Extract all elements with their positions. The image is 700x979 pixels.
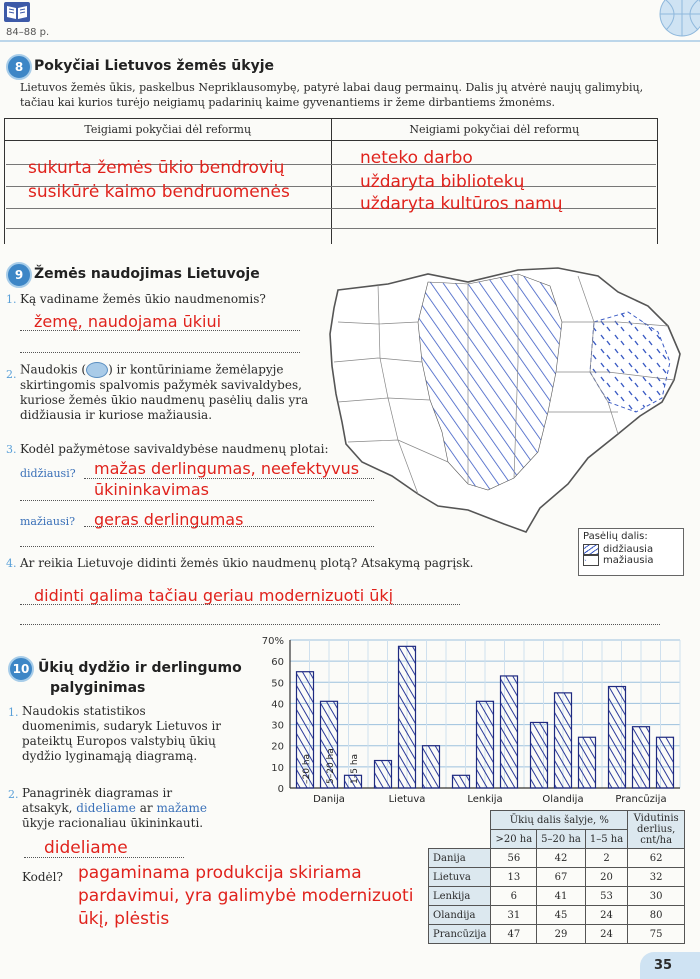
s9-q4: Ar reikia Lietuvoje didinti žemės ūkio naudmenų plotą? Atsakymą pagrįsk.: [20, 556, 474, 570]
s9-q2-number: 2.: [6, 368, 17, 381]
chart-bar-prancūzija-2: [657, 737, 674, 788]
section-8-title: Pokyčiai Lietuvos žemės ūkyje: [34, 58, 274, 74]
table-row: [429, 887, 685, 906]
table-cell: 47: [491, 925, 537, 944]
book-icon: [4, 2, 30, 22]
s9-q3: Kodėl pažymėtose savivaldybėse naudmenų plotai:: [20, 442, 329, 456]
table-country: Lenkija: [429, 887, 491, 906]
chart-bar-lietuva-1: [399, 646, 416, 788]
chart-bar-olandija-1: [555, 693, 572, 788]
s10-q2-part1: Panagrinėk diagramas ir atsakyk,: [22, 786, 173, 815]
table-country: Prancūzija: [429, 925, 491, 944]
section-8-intro: Lietuvos žemės ūkis, paskelbus Nepriklausomybę, patyrė labai daug permainų. Dalis jų atvėrė naujų galimybių, tačiau kai kurios turėjo neigiamų padarinių kaime gyvenantiems ir žeme dirbantiems žmonėms.: [20, 81, 644, 109]
farm-data-table: [428, 810, 685, 944]
section-8-badge: 8: [6, 54, 32, 80]
s10-q2-part2: ūkyje racionaliau ūkininkauti.: [22, 816, 204, 830]
atlas-globe-icon: [86, 362, 108, 378]
y-tick-label: 60: [271, 657, 284, 669]
table-cell: 53: [585, 887, 627, 906]
table-sub-head: 5–20 ha: [537, 830, 586, 849]
positive-answer-2: susikūrė kaimo bendruomenės: [28, 182, 290, 202]
s9-answer-3-smallest: geras derlingumas: [94, 510, 244, 529]
answer-line: [20, 330, 300, 331]
table-cell: 62: [628, 849, 685, 868]
chart-bar-lenkija-2: [501, 676, 518, 788]
answer-line: [20, 604, 460, 605]
s10-why: Kodėl?: [22, 870, 63, 884]
s9-q2: [20, 362, 310, 423]
y-tick-label: 20: [271, 741, 284, 753]
s9-q1-number: 1.: [6, 293, 17, 306]
bar-size-label: 5–20 ha: [326, 748, 336, 784]
s9-q2-part1: Naudokis (: [20, 362, 87, 377]
table-cell: 24: [585, 925, 627, 944]
table-cell: 45: [537, 906, 586, 925]
map-legend: [578, 528, 684, 576]
s10-answer-2: dideliame: [44, 838, 128, 858]
s9-q3-smallest: mažiausi?: [20, 515, 76, 528]
s9-q1: Ką vadiname žemės ūkio naudmenomis?: [20, 292, 266, 306]
s9-answer-3-biggest: mažas derlingumas, neefektyvus ūkininkavimas: [94, 459, 360, 499]
answer-line: [24, 857, 184, 858]
negative-answer-1: neteko darbo: [360, 148, 473, 168]
legend-tick-swatch: ˴: [583, 555, 599, 566]
s9-answer-4: didinti galima tačiau geriau modernizuoti ūkį: [34, 586, 394, 605]
s10-q2-large: dideliame: [76, 801, 136, 815]
x-category-label: Lenkija: [467, 794, 503, 805]
table-cell: 75: [628, 925, 685, 944]
table-row: [429, 906, 685, 925]
section-9-badge: 9: [6, 262, 32, 288]
y-tick-label: 10: [271, 762, 284, 774]
table-head-share: Ūkių dalis šalyje, %: [491, 811, 628, 830]
table-rule: [6, 228, 656, 229]
chart-bar-lietuva-0: [375, 761, 392, 788]
y-tick-label: 50: [271, 678, 284, 690]
s10-q2-or: ar: [139, 801, 153, 815]
table-row: [429, 925, 685, 944]
s9-q3-biggest: didžiausi?: [20, 467, 76, 480]
section-10-title-1: Ūkių dydžio ir derlingumo: [38, 660, 242, 676]
bar-size-label: –20 ha: [302, 753, 312, 784]
legend-biggest: didžiausia: [603, 544, 654, 555]
legend-title: Pasėlių dalis:: [583, 531, 648, 542]
table-cell: 67: [537, 868, 586, 887]
s9-q2-part2: ) ir kontūriniame žemėlapyje skirtingomis spalvomis pažymėk savivaldybes, kuriose žemės ūkio naudmenų pasėlių dalis yra didžiausia ir kuriose mažiausia.: [20, 362, 309, 422]
answer-line: [20, 352, 300, 353]
chart-bar-olandija-2: [579, 737, 596, 788]
table-head-yield: Vidutinis derlius, cnt/ha: [628, 811, 685, 849]
s10-q1: Naudokis statistikos duomenimis, sudaryk Lietuvos ir pateiktų Europos valstybių ūkių dydžio lyginamąją diagramą.: [22, 704, 222, 763]
table-cell: 30: [628, 887, 685, 906]
table-cell: 31: [491, 906, 537, 925]
s9-answer-1: žemę, naudojama ūkiui: [34, 312, 222, 331]
reform-table: [4, 118, 658, 244]
table-country: Danija: [429, 849, 491, 868]
y-tick-label: 40: [271, 699, 284, 711]
chart-bar-prancūzija-0: [609, 687, 626, 788]
section-10-title-2: palyginimas: [50, 680, 146, 696]
legend-hatch-swatch: [583, 544, 599, 555]
col-negative-header: Neigiami pokyčiai dėl reformų: [331, 119, 658, 141]
table-cell: 2: [585, 849, 627, 868]
table-cell: 41: [537, 887, 586, 906]
lithuania-contour-map[interactable]: [318, 262, 698, 562]
table-cell: 42: [537, 849, 586, 868]
s10-q2-number: 2.: [8, 788, 19, 801]
table-cell: 20: [585, 868, 627, 887]
s10-answer-why: pagaminama produkcija skiriama pardavimui, yra galimybė modernizuoti ūkį, plėstis: [78, 863, 414, 929]
legend-smallest: mažiausia: [603, 555, 654, 566]
col-positive-header: Teigiami pokyčiai dėl reformų: [5, 119, 332, 141]
table-row: [429, 868, 685, 887]
farm-size-bar-chart: [250, 630, 690, 810]
s9-q4-number: 4.: [6, 557, 17, 570]
globe-icon: [652, 0, 700, 40]
header-line: [0, 40, 700, 42]
page-number: 35: [654, 958, 673, 973]
s10-q1-number: 1.: [8, 706, 19, 719]
chart-bar-olandija-0: [531, 722, 548, 788]
s9-q3-number: 3.: [6, 443, 17, 456]
chart-bar-lenkija-0: [453, 775, 470, 788]
answer-line: [20, 624, 660, 625]
table-country: Lietuva: [429, 868, 491, 887]
x-category-label: Olandija: [542, 794, 584, 805]
table-cell: 80: [628, 906, 685, 925]
negative-answer-3: uždaryta kultūros namų: [360, 194, 563, 214]
x-category-label: Danija: [313, 794, 345, 805]
negative-answer-2: uždaryta bibliotekų: [360, 172, 525, 192]
s10-q2: [22, 786, 222, 831]
x-category-label: Prancūzija: [615, 794, 667, 805]
chart-bar-lietuva-2: [423, 746, 440, 788]
table-cell: 32: [628, 868, 685, 887]
chart-bar-lenkija-1: [477, 701, 494, 788]
table-cell: 6: [491, 887, 537, 906]
s10-q2-small: mažame: [156, 801, 207, 815]
table-sub-head: 1–5 ha: [585, 830, 627, 849]
table-cell: 13: [491, 868, 537, 887]
page-ref: 84–88 p.: [6, 27, 50, 38]
chart-bar-prancūzija-1: [633, 727, 650, 788]
y-tick-label: 0: [277, 784, 284, 795]
table-cell: 24: [585, 906, 627, 925]
y-tick-label: 70%: [261, 636, 284, 647]
table-cell: 29: [537, 925, 586, 944]
table-row: [429, 849, 685, 868]
table-country: Olandija: [429, 906, 491, 925]
table-sub-head: >20 ha: [491, 830, 537, 849]
table-cell: 56: [491, 849, 537, 868]
section-9-title: Žemės naudojimas Lietuvoje: [34, 266, 260, 282]
x-category-label: Lietuva: [388, 794, 426, 805]
y-tick-label: 30: [271, 720, 284, 732]
section-10-badge: 10: [8, 656, 34, 682]
positive-answer-1: sukurta žemės ūkio bendrovių: [28, 158, 285, 178]
bar-size-label: 1–5 ha: [350, 753, 360, 784]
